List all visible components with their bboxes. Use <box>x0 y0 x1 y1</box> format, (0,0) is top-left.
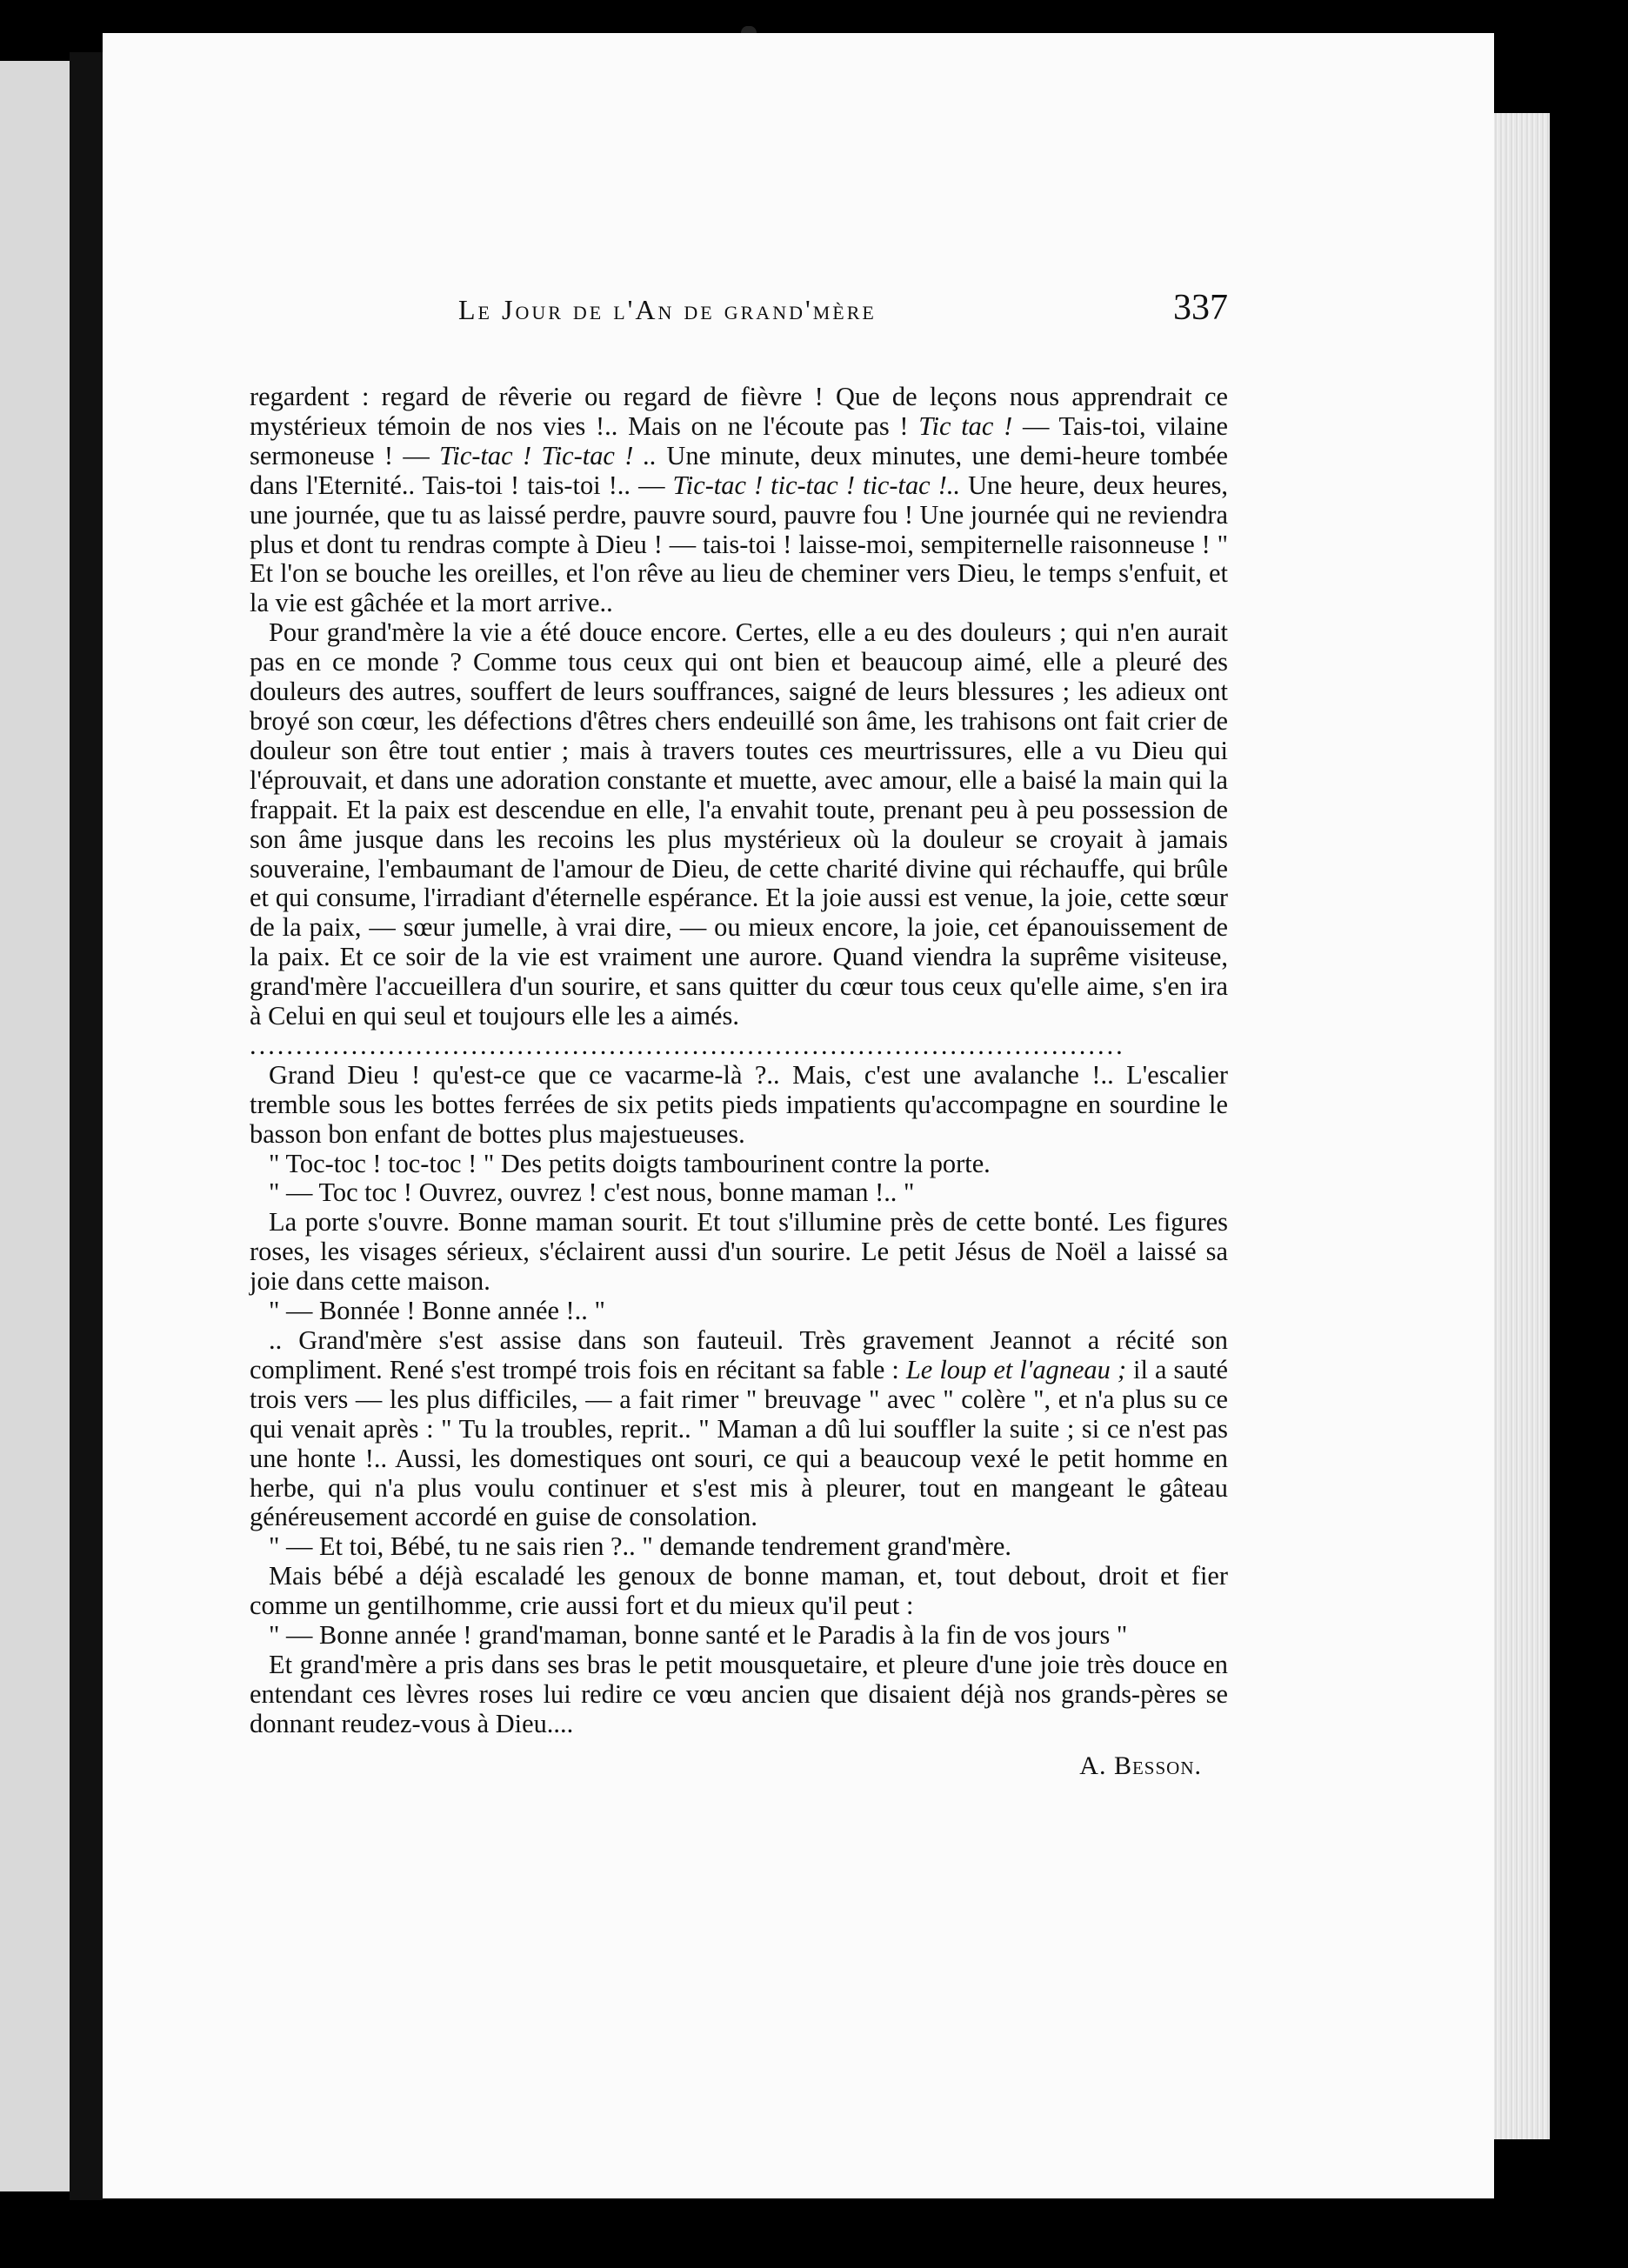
text-run: ............................................................................................... <box>250 1031 1125 1060</box>
paragraph <box>250 1178 1228 1208</box>
text-run: .. Grand'mère s'est assise dans son fauteuil. Très gravement Jeannot a récité son compliment. René s'est trompé trois fois en récitant sa fable : <box>250 1325 1228 1384</box>
section-separator <box>250 1031 1228 1061</box>
paragraph <box>250 1326 1228 1532</box>
italic-phrase: Tic-tac ! tic-tac ! tic-tac !.. <box>672 470 961 500</box>
page-content <box>250 287 1228 1781</box>
text-run: " — Et toi, Bébé, tu ne sais rien ?.. " demande tendrement grand'mère. <box>269 1531 1011 1562</box>
text-run: " — Toc toc ! Ouvrez, ouvrez ! c'est nous, bonne maman !.. " <box>269 1177 915 1208</box>
paragraph <box>250 1651 1228 1739</box>
body-text <box>250 383 1228 1739</box>
paragraph <box>250 1532 1228 1562</box>
italic-phrase: Tic tac ! <box>918 410 1013 441</box>
text-run: Pour grand'mère la vie a été douce encore. Certes, elle a eu des douleurs ; qui n'en aurait pas en ce monde ? Comme tous ceux qui ont bien et beaucoup aimé, elle a pleuré des douleurs des autres, souffert de leurs souffrances, saigné de leurs blessures ; les adieux ont broyé son cœur, les défections d'êtres chers endeuillé son âme, les trahisons ont fait crier de douleur son être tout entier ; mais à travers toutes ces meurtrissures, elle a vu Dieu qui l'éprouvait, et dans une adoration constante et muette, avec amour, elle a baisé la main qui la frappait. Et la paix est descendue en elle, l'a envahit toute, prenant peu à peu possession de son âme jusque dans les recoins les plus mystérieux où la douleur se croyait à jamais souveraine, l'embaumant de l'amour de Dieu, de cette charité divine qui réchauffe, qui brûle et qui consume, l'irradiant d'éternelle espérance. Et la joie aussi est venue, la joie, cette sœur de la paix, — sœur jumelle, à vrai dire, — ou mieux encore, la joie, cet épanouissement de la paix. Et ce soir de la vie est vraiment une aurore. Quand viendra la suprême visiteuse, grand'mère l'accueillera d'un sourire, et sans quitter du cœur tous ceux qu'elle aime, s'en ira à Celui en qui seul et toujours elle les a aimés. <box>250 617 1228 1031</box>
facing-page-edge <box>0 61 70 2191</box>
italic-phrase: Tic-tac ! Tic-tac ! .. <box>439 440 657 470</box>
paragraph <box>250 1297 1228 1326</box>
paragraph <box>250 618 1228 1031</box>
text-run: il a sauté trois vers — les plus difficiles, — a fait rimer " breuvage " avec " colère ", et n'a plus su ce qui venait après : " Tu la troubles, reprit.. " Maman a dû lui souffler la suite ; si ce n'est pas une honte !.. Aussi, les domestiques ont souri, ce qui a beaucoup vexé le petit homme en herbe, qui n'a plus voulu continuer et s'est mis à pleurer, tout en mangeant le gâteau généreusement accordé en guise de consolation. <box>250 1354 1228 1532</box>
paragraph <box>250 383 1228 618</box>
book-gutter <box>70 52 103 2200</box>
running-head <box>458 287 1228 339</box>
text-run: " — Bonne année ! grand'maman, bonne santé et le Paradis à la fin de vos jours " <box>269 1620 1128 1651</box>
text-run: Une minute, deux minutes, une demi-heure tombée dans l'Eternité.. Tais-toi ! tais-toi !.. — <box>250 440 1228 500</box>
text-run: " — Bonnée ! Bonne année !.. " <box>269 1296 605 1326</box>
paragraph <box>250 1208 1228 1297</box>
text-run: Mais bébé a déjà escaladé les genoux de bonne maman, et, tout debout, droit et fier comme un gentilhomme, crie aussi fort et du mieux qu'il peut : <box>250 1561 1228 1621</box>
page-stack-edge <box>1494 113 1550 2139</box>
paragraph <box>250 1150 1228 1179</box>
text-run: Et grand'mère a pris dans ses bras le petit mousquetaire, et pleure d'une joie très douce en entendant ces lèvres roses lui redire ce vœu ancien que disaient déjà nos grands-pères se donnant reudez-vous à Dieu.... <box>250 1649 1228 1738</box>
paragraph <box>250 1061 1228 1150</box>
paragraph <box>250 1621 1228 1651</box>
text-run: Une heure, deux heures, une journée, que tu as laissé perdre, pauvre sourd, pauvre fou ! Une journée qui ne reviendra plus et dont tu rendras compte à Dieu ! — tais-toi ! laisse-moi, sempiternelle raisonneuse ! " Et l'on se bouche les oreilles, et l'on rêve au lieu de cheminer vers Dieu, le temps s'enfuit, et la vie est gâchée et la mort arrive.. <box>250 470 1228 618</box>
text-run: Grand Dieu ! qu'est-ce que ce vacarme-là ?.. Mais, c'est une avalanche !.. L'escalier tremble sous les bottes ferrées de six petits pieds impatients qu'accompagne en sourdine le basson bon enfant de bottes plus majestueuses. <box>250 1059 1228 1149</box>
running-title: Le Jour de l'An de grand'mère <box>458 294 877 325</box>
italic-phrase: Le loup et l'agneau ; <box>905 1354 1126 1384</box>
author-signature: A. Besson. <box>1079 1751 1202 1780</box>
text-run: — Tais-toi, vilaine sermoneuse ! — <box>250 410 1228 470</box>
text-run: regardent : regard de rêverie ou regard de fièvre ! Que de leçons nous apprendrait ce mystérieux témoin de nos vies !.. Mais on ne l'écoute pas ! <box>250 382 1228 441</box>
page-number: 337 <box>1173 288 1228 328</box>
text-run: " Toc-toc ! toc-toc ! " Des petits doigts tambourinent contre la porte. <box>269 1148 991 1178</box>
paragraph <box>250 1562 1228 1621</box>
text-run: La porte s'ouvre. Bonne maman sourit. Et tout s'illumine près de cette bonté. Les figures roses, les visages sérieux, s'éclairent aussi d'un sourire. Le petit Jésus de Noël a laissé sa joie dans cette maison. <box>250 1207 1228 1297</box>
